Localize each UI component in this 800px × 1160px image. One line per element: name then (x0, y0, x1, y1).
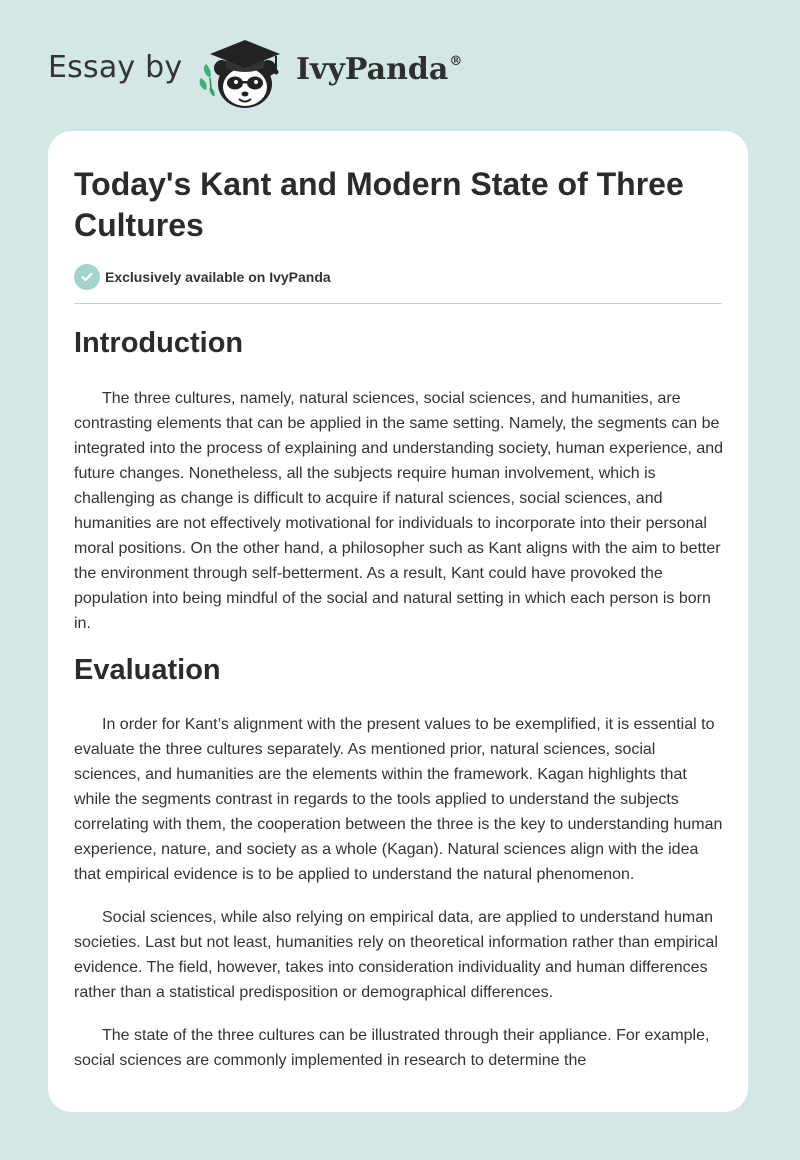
paragraph: The state of the three cultures can be illustrated through their appliance. For example, social sciences are commonly implemented in research to determine the (74, 1027, 710, 1069)
essay-by-label: Essay by (48, 50, 183, 85)
section-heading-introduction: Introduction (74, 327, 244, 359)
exclusive-badge-label: Exclusively available on IvyPanda (105, 269, 331, 285)
panda-logo-icon[interactable] (196, 34, 294, 112)
site-header (0, 0, 800, 120)
title-divider (74, 303, 722, 304)
brand-text: IvyPanda (296, 52, 449, 87)
paragraph: The three cultures, namely, natural sciences, social sciences, and humanities, are contrasting elements that can be applied in the same setting. Namely, the segments can be integrated into the process of explaining and understanding society, human experience, and future changes. Nonetheless, all the subjects require human involvement, which is challenging as change is difficult to acquire if natural sciences, social sciences, and humanities are not effectively motivational for individuals to incorporate into their personal moral positions. On the other hand, a philosopher such as Kant aligns with the aim to better the environment through self-betterment. As a result, Kant could have provoked the population into being mindful of the social and natural setting in which each person is born in. (74, 390, 724, 632)
brand-name[interactable] (296, 52, 462, 87)
exclusive-badge (74, 264, 331, 290)
essay-card (48, 131, 748, 1112)
essay-title: Today's Kant and Modern State of Three Cultures (74, 166, 684, 243)
paragraph: Social sciences, while also relying on empirical data, are applied to understand human societies. Last but not least, humanities rely on theoretical information rather than empirical evidence. The field, however, takes into consideration individuality and human differences rather than a statistical predisposition or demographical differences. (74, 909, 718, 1001)
check-icon (74, 264, 100, 290)
section-heading-evaluation: Evaluation (74, 654, 221, 686)
registered-mark: ® (449, 54, 463, 69)
paragraph: In order for Kant’s alignment with the present values to be exemplified, it is essential to evaluate the three cultures separately. As mentioned prior, natural sciences, social sciences, and humanities are the elements within the framework. Kagan highlights that while the segments contrast in regards to the tools applied to understand the subjects correlating with them, the cooperation between the three is the key to understanding human experience, nature, and society as a whole (Kagan). Natural sciences align with the idea that empirical evidence is to be applied to understand the natural phenomenon. (74, 716, 723, 883)
